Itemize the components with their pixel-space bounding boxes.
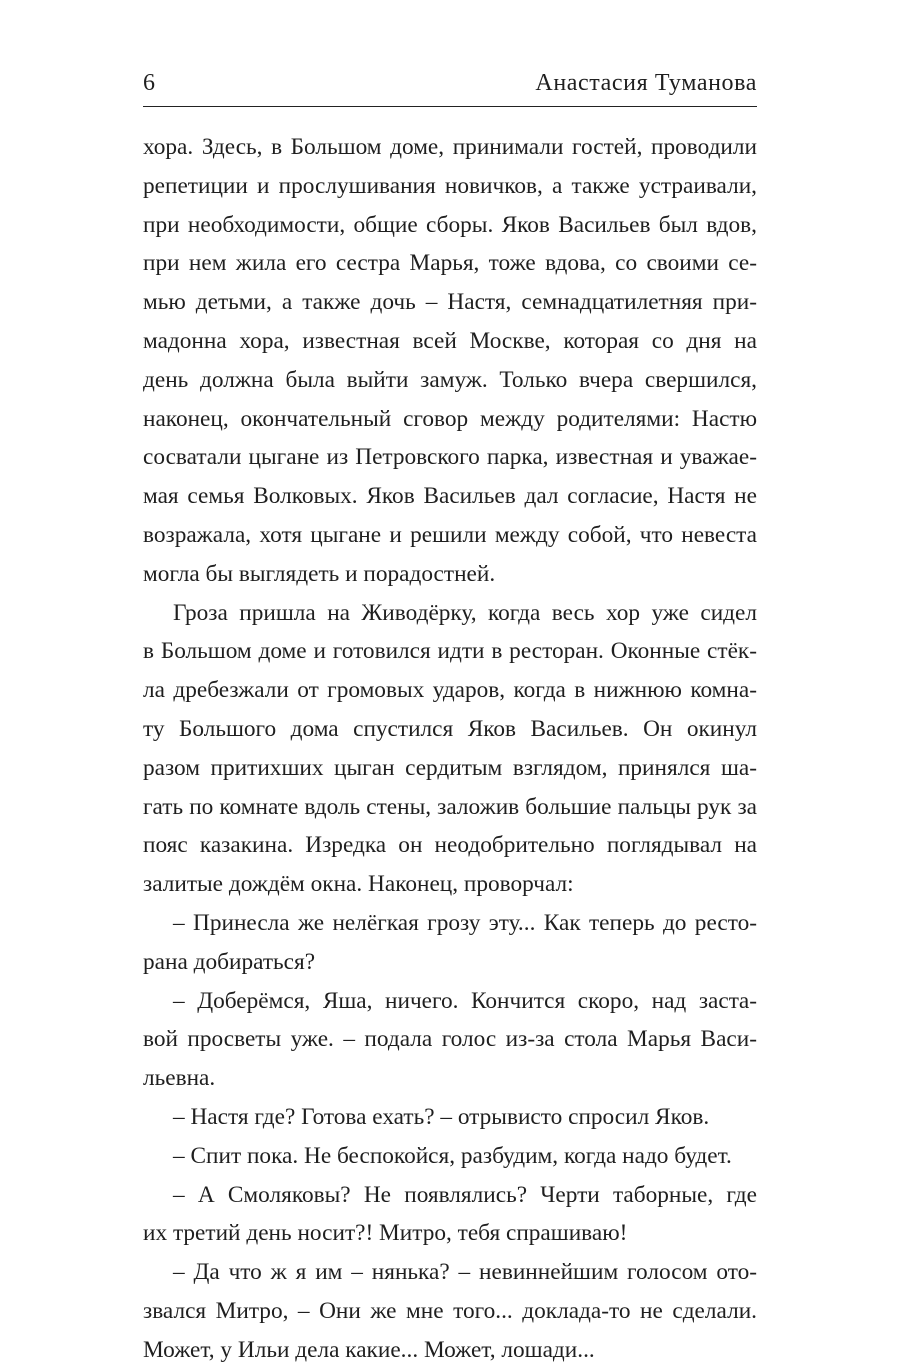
page-number: 6	[143, 70, 155, 96]
text-line: возражала, хотя цыгане и решили между собой, что невеста	[143, 521, 757, 548]
text-line: сосватали цыгане из Петровского парка, известная и уважае-	[143, 444, 757, 471]
text-line: рана добираться?	[143, 948, 316, 975]
text-line: – Настя где? Готова ехать? – отрывисто спросил Яков.	[173, 1103, 710, 1130]
text-line: льевна.	[143, 1065, 216, 1092]
text-line: репетиции и прослушивания новичков, а также устраивали,	[143, 172, 757, 199]
text-line: их третий день носит?! Митро, тебя спрашиваю!	[143, 1220, 628, 1247]
text-line: вой просветы уже. – подала голос из-за стола Марья Васи-	[143, 1026, 757, 1053]
text-line: мадонна хора, известная всей Москве, которая со дня на	[143, 327, 757, 354]
text-line: при нем жила его сестра Марья, тоже вдова, со своими се-	[143, 250, 757, 277]
text-line: – Спит пока. Не беспокойся, разбудим, когда надо будет.	[173, 1142, 732, 1169]
text-line: – Доберёмся, Яша, ничего. Кончится скоро, над застa-	[173, 987, 757, 1014]
text-line: – Да что ж я им – нянька? – невиннейшим голосом ото-	[173, 1259, 757, 1286]
text-line: могла бы выглядеть и порадостней.	[143, 560, 496, 587]
text-line: – А Смоляковы? Не появлялись? Черти таборные, где	[173, 1181, 757, 1208]
text-line: звался Митро, – Они же мне того... доклада-то не сделали.	[143, 1297, 757, 1324]
text-line: наконец, окончательный сговор между родителями: Настю	[143, 405, 757, 432]
text-line: Гроза пришла на Живодёрку, когда весь хор уже сидел	[173, 599, 757, 626]
text-line: мая семья Волковых. Яков Васильев дал согласие, Настя не	[143, 483, 757, 510]
text-line: в Большом доме и готовился идти в ресторан. Оконные стёк-	[143, 638, 757, 665]
text-line: гать по комнате вдоль стены, заложив большие пальцы рук за	[143, 793, 757, 820]
running-head-author: Анастасия Туманова	[535, 70, 757, 96]
text-line: день должна была выйти замуж. Только вчера свершился,	[143, 366, 757, 393]
body-text	[143, 128, 757, 1370]
text-line: мью детьми, а также дочь – Настя, семнадцатилетняя при-	[143, 289, 757, 316]
text-line: ту Большого дома спустился Яков Васильев. Он окинул	[143, 715, 757, 742]
header-rule	[143, 106, 757, 107]
text-line: при необходимости, общие сборы. Яков Васильев был вдов,	[143, 211, 757, 238]
text-line: залитые дождём окна. Наконец, проворчал:	[143, 871, 574, 898]
text-line: ла дребезжали от громовых ударов, когда в нижнюю комна-	[143, 677, 757, 704]
text-line: хора. Здесь, в Большом доме, принимали гостей, проводили	[143, 134, 757, 160]
text-line: пояс казакина. Изредка он неодобрительно поглядывал на	[143, 832, 757, 859]
text-line: – Принесла же нелёгкая грозу эту... Как теперь до ресто-	[173, 909, 757, 936]
text-line: Может, у Ильи дела какие... Может, лошади...	[143, 1336, 595, 1363]
text-line: разом притихших цыган сердитым взглядом, принялся ша-	[143, 754, 757, 781]
